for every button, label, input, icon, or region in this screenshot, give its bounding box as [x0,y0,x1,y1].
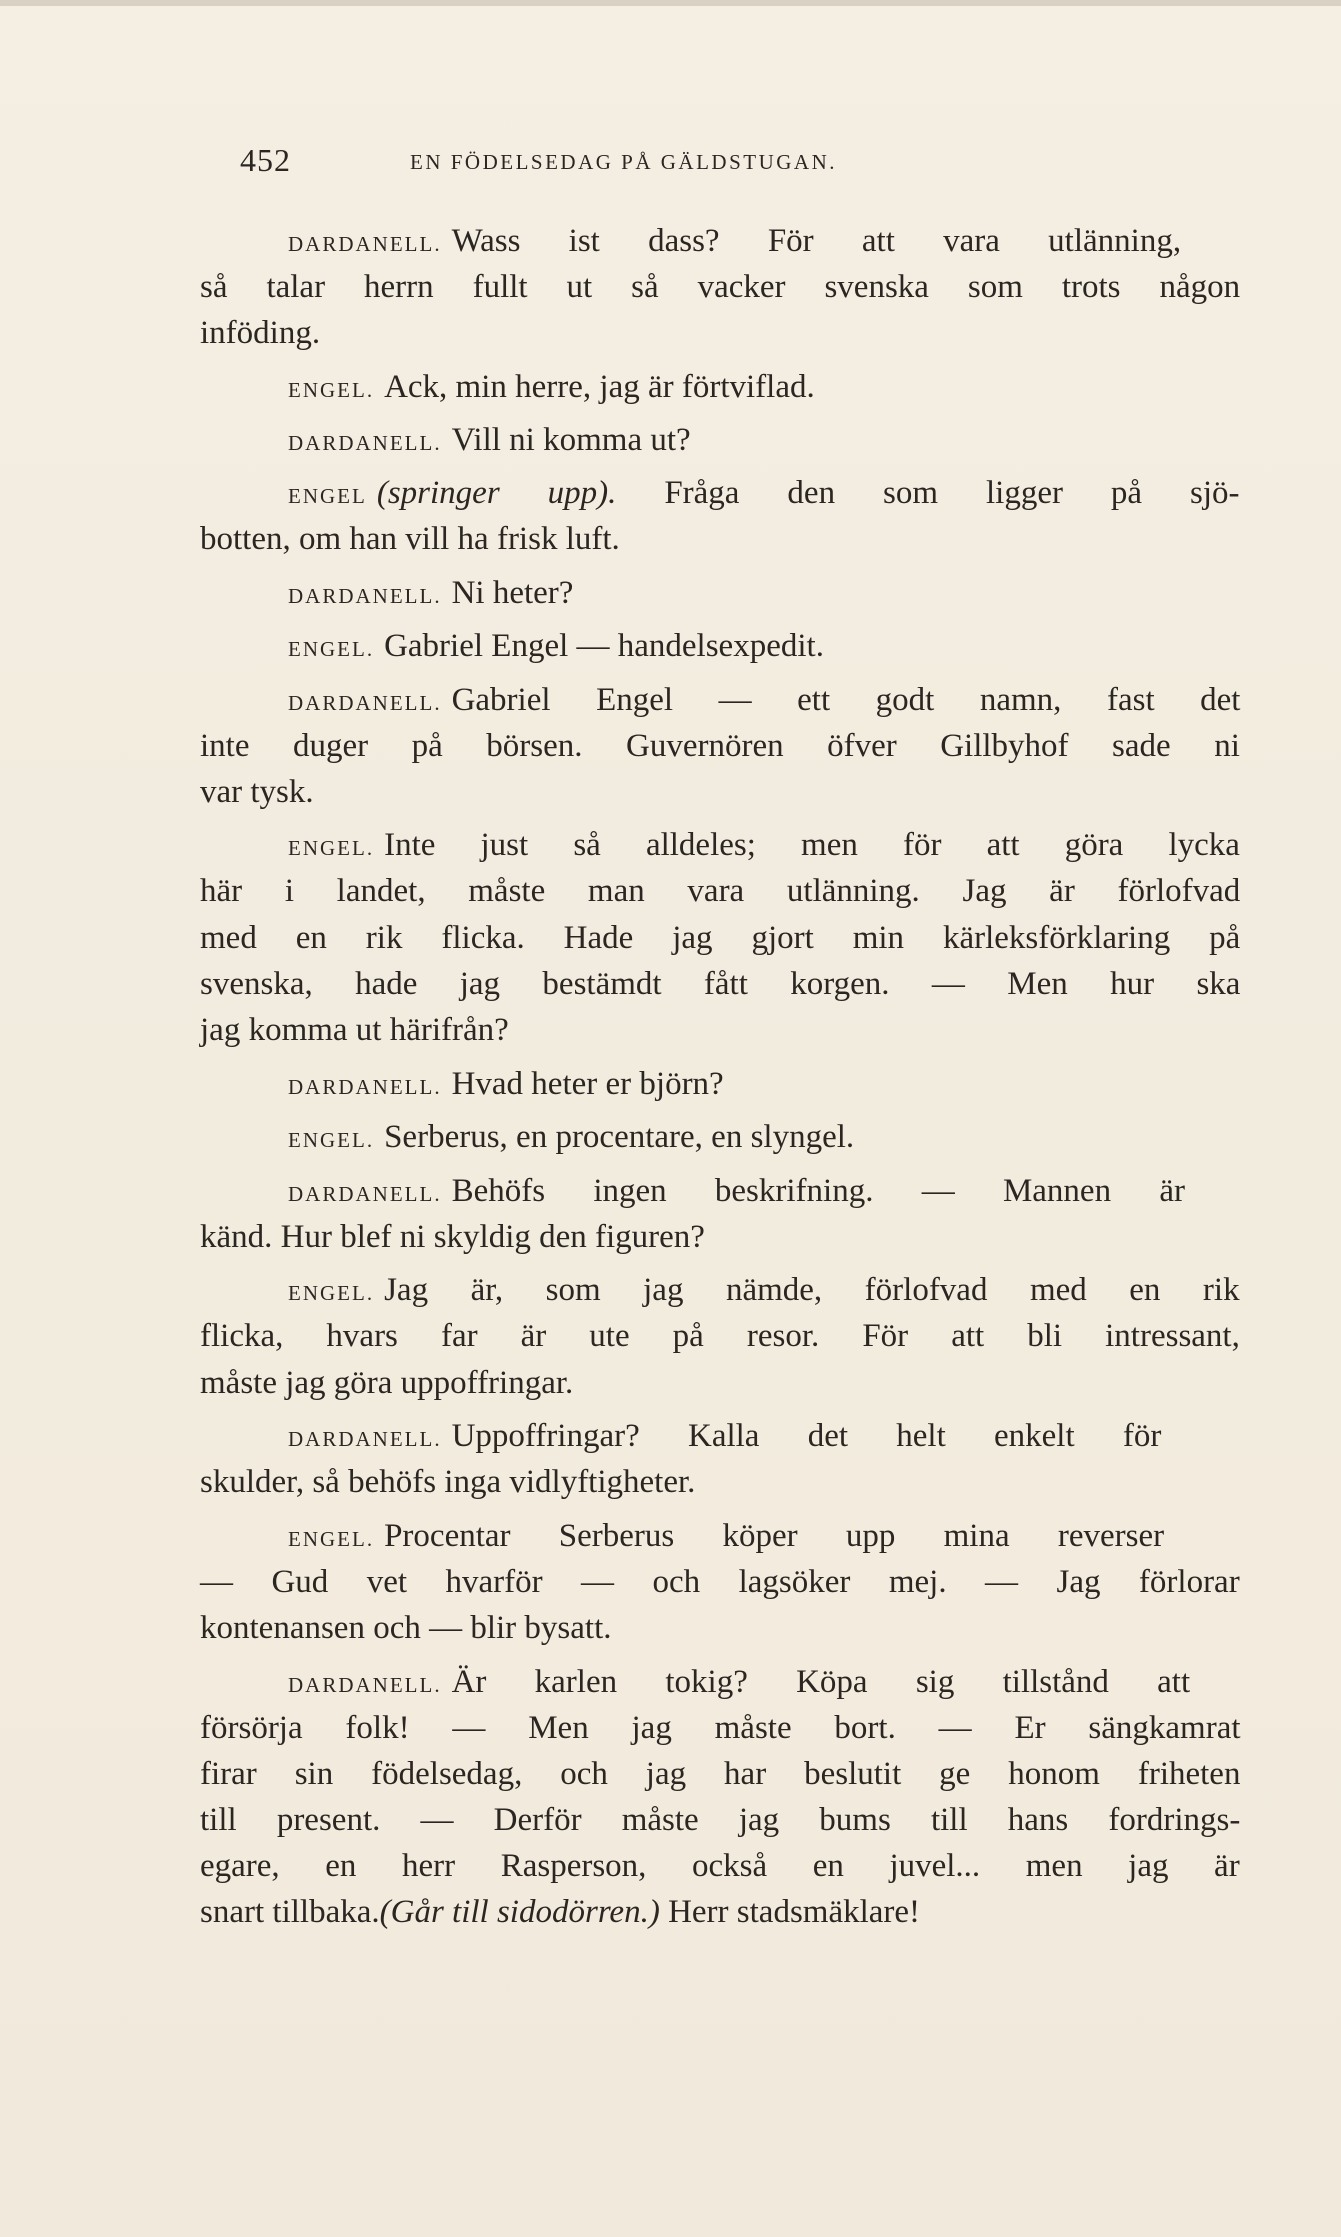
line-text: Gabriel Engel — handelsexpedit. [384,628,824,664]
line-text: Gabriel Engel — ett godt namn, fast det [451,682,1241,718]
line-text: så talar herrn fullt ut så vacker svenska som trots någon [200,269,1241,305]
line-text: Ack, min herre, jag är förtviflad. [384,369,815,405]
text-line [200,1843,1240,1889]
line-text: Behöfs ingen beskrifning. — Mannen är [451,1173,1185,1209]
speaker-name: ENGEL [288,484,367,508]
text-line [288,364,815,410]
line-text: firar sin födelsedag, och jag har beslutit ge honom friheten [200,1756,1241,1792]
text-line [288,470,1240,516]
text-line [288,1513,1164,1559]
page-top-edge [0,0,1341,6]
text-line [288,1168,1185,1214]
text-line [200,1605,612,1651]
running-title: EN FÖDELSEDAG PÅ GÄLDSTUGAN. [410,150,837,174]
line-text: egare, en herr Rasperson, också en juvel... men jag är [200,1848,1240,1884]
speaker-name: ENGEL. [288,637,375,661]
line-text: jag komma ut härifrån? [200,1012,509,1048]
page-header [240,142,1120,192]
text-line [200,723,1240,769]
text-line [288,417,691,463]
text-line [200,516,620,562]
text-line [200,1705,1241,1751]
stage-direction: (Går till sidodörren.) [379,1894,660,1930]
text-line [288,1114,854,1160]
line-text: Inte just så alldeles; men för att göra lycka [384,827,1240,863]
text-line [288,218,1181,264]
page-number: 452 [240,142,291,178]
text-line [200,264,1240,310]
speaker-name: ENGEL. [288,1527,375,1551]
text-line [200,1559,1240,1605]
text-line [288,822,1240,868]
line-text-after: Herr stadsmäklare! [659,1894,921,1930]
text-line [200,1751,1240,1797]
text-line [200,1889,920,1935]
text-line [288,623,824,669]
line-text: Ni heter? [451,575,574,611]
speaker-name: ENGEL. [288,1128,375,1152]
speaker-name: ENGEL. [288,378,375,402]
speaker-name: DARDANELL. [288,1427,442,1451]
speaker-name: ENGEL. [288,1281,375,1305]
text-line [200,868,1240,914]
text-line [200,1459,695,1505]
text-line [200,310,320,356]
line-text: skulder, så behöfs inga vidlyftigheter. [200,1464,696,1500]
text-line [200,1360,573,1406]
text-line [200,769,314,815]
speaker-name: DARDANELL. [288,1075,442,1099]
text-line [200,1007,509,1053]
text-line [288,1061,724,1107]
line-text: Serberus, en procentare, en slyngel. [384,1119,855,1155]
text-line [200,1797,1240,1843]
line-text: Är karlen tokig? Köpa sig tillstånd att [451,1664,1191,1700]
speaker-name: DARDANELL. [288,584,442,608]
speaker-name: DARDANELL. [288,691,442,715]
line-text: var tysk. [200,774,314,810]
line-text: inföding. [200,315,321,351]
speaker-name: DARDANELL. [288,1182,442,1206]
text-line [200,1214,705,1260]
speaker-name: ENGEL. [288,836,375,860]
speaker-name: DARDANELL. [288,232,442,256]
line-text: botten, om han vill ha frisk luft. [200,521,620,557]
line-text: försörja folk! — Men jag måste bort. — Er sängkamrat [200,1710,1241,1746]
text-line [288,677,1240,723]
line-text: till present. — Derför måste jag bums till hans fordrings- [200,1802,1241,1838]
line-text: Hvad heter er björn? [451,1066,724,1102]
stage-direction: (springer upp). [376,475,617,511]
line-text: Vill ni komma ut? [451,422,691,458]
text-line [288,1267,1240,1313]
line-text: Jag är, som jag nämde, förlofvad med en rik [384,1272,1240,1308]
line-text: snart tillbaka. [200,1894,380,1930]
line-text: flicka, hvars far är ute på resor. För att bli intressant, [200,1318,1240,1354]
line-text: inte duger på börsen. Guvernören öfver Gillbyhof sade ni [200,728,1240,764]
line-text: här i landet, måste man vara utlänning. Jag är förlofvad [200,873,1241,909]
line-text: måste jag göra uppoffringar. [200,1365,574,1401]
line-text: Procentar Serberus köper upp mina reverser [384,1518,1165,1554]
line-text-after: Fråga den som ligger på sjö- [616,475,1240,511]
speaker-name: DARDANELL. [288,431,442,455]
line-text: — Gud vet hvarför — och lagsöker mej. — Jag förlorar [200,1564,1240,1600]
line-text: kontenansen och — blir bysatt. [200,1610,612,1646]
text-line [200,961,1240,1007]
line-text: Wass ist dass? För att vara utlänning, [451,223,1182,259]
line-text: känd. Hur blef ni skyldig den figuren? [200,1219,705,1255]
text-line [288,570,573,616]
line-text: Uppoffringar? Kalla det helt enkelt för [451,1418,1162,1454]
text-line [200,1313,1240,1359]
speaker-name: DARDANELL. [288,1673,442,1697]
line-text: svenska, hade jag bestämdt fått korgen. — Men hur ska [200,966,1241,1002]
line-text: med en rik flicka. Hade jag gjort min kärleksförklaring på [200,920,1241,956]
text-line [288,1413,1161,1459]
text-line [288,1659,1190,1705]
text-line [200,915,1240,961]
